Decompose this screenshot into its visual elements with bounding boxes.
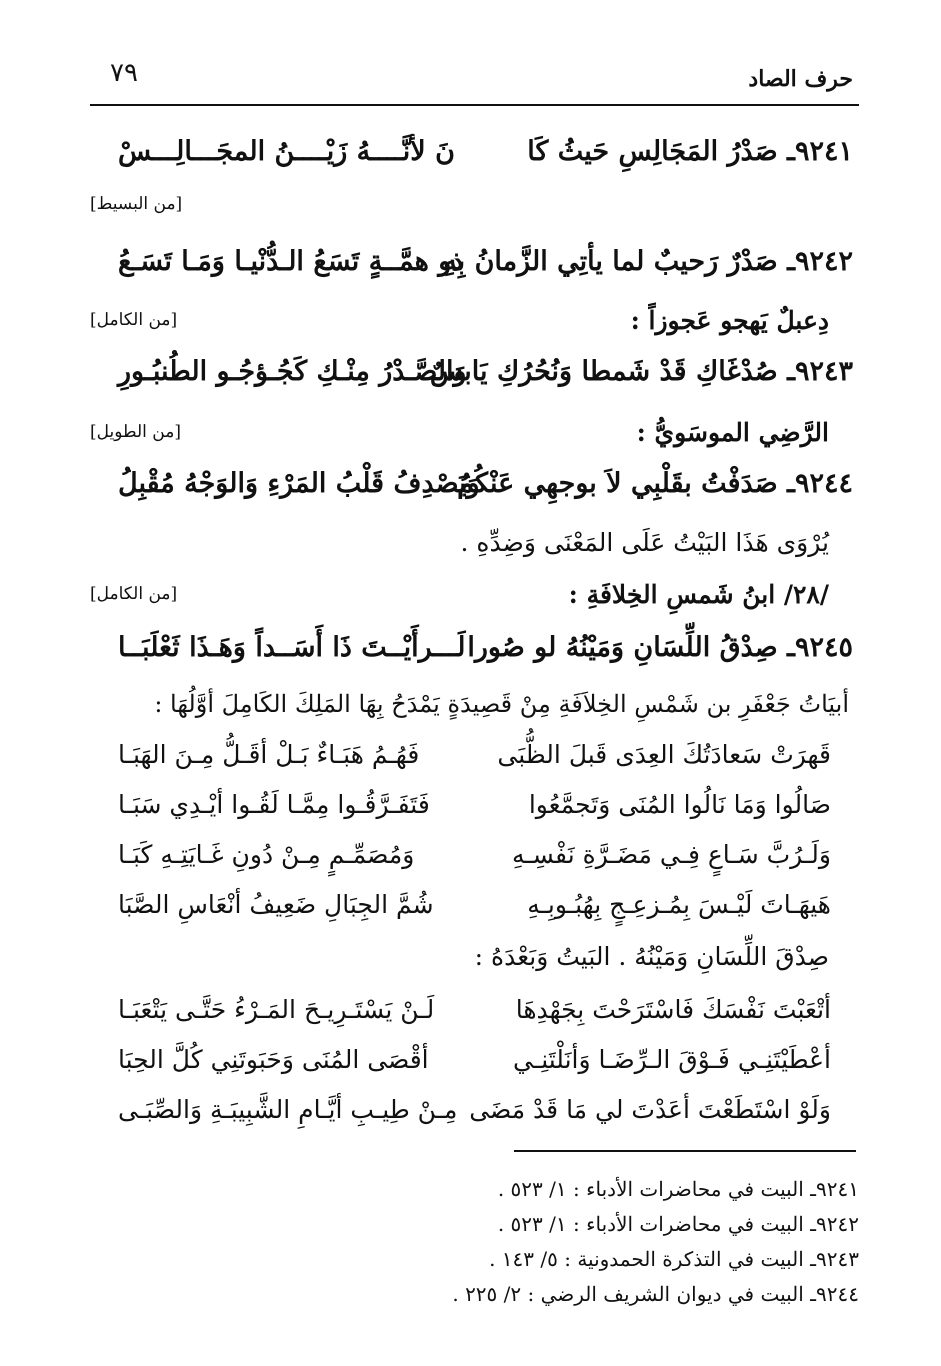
poem2-line-3-second: مِـنْ طِيـبِ أيَّـامِ الشَّبِيبَـةِ وَالصِّبَـى bbox=[118, 1095, 458, 1124]
riwaya-note: يُرْوَى هَذَا البَيْتُ عَلَى المَعْنَى وَضِدِّهِ . bbox=[460, 528, 829, 557]
verse-9241-first-hemistich: ٩٢٤١ـ صَدْرُ المَجَالِسِ حَيثُ كَا bbox=[527, 136, 853, 167]
verse-9245-second-hemistich: لَـــرأَيْــتَ ذَا أَسَــداً وَهَـذَا ثَعْلَبَــا bbox=[118, 632, 466, 663]
verse-9244-second-hemistich: وَيَصْدِفُ قَلْبُ المَرْءِ وَالوَجْهُ مُقْبِلُ bbox=[118, 468, 480, 499]
footnote-9244: ٩٢٤٤ـ البيت في ديوان الشريف الرضي : ٢/ ٢٢٥ . bbox=[452, 1282, 859, 1306]
verse-9245-first-hemistich: ٩٢٤٥ـ صِدْقُ اللِّسَانِ وَمَيْنُهُ لو صُورا bbox=[467, 632, 853, 663]
poem1-line-4-second: شُمَّ الجِبَالِ ضَعِيفُ أنْعَاسِ الصَّبَا bbox=[118, 890, 434, 919]
poem-intro-text: أبيَاتُ جَعْفَرِ بن شَمْسِ الخِلاَفَةِ مِنْ قَصِيدَةٍ يَمْدَحُ بِهَا المَلِكَ الكَامِلَ أوَّلُهَا : bbox=[154, 690, 849, 718]
after-poem-note: صِدْقَ اللِّسَانِ وَمَيْنُهُ . البَيتُ وَبَعْدَهُ : bbox=[474, 942, 829, 971]
footnote-9241: ٩٢٤١ـ البيت في محاضرات الأدباء : ١/ ٥٢٣ . bbox=[497, 1177, 859, 1201]
chapter-title: حرف الصاد bbox=[748, 66, 853, 92]
poem2-line-3-first: وَلَوْ اسْتَطَعْتَ أعَدْتَ لي مَا قَدْ مَضَى bbox=[469, 1095, 831, 1124]
poem2-line-2-second: أقْصَى المُنَى وَحَبَوتَنِي كُلَّ الحِبَا bbox=[118, 1045, 429, 1074]
poem2-line-2-first: أعْطَيْتَنِـي فَـوْقَ الـرِّضَـا وَأنَلْتَنِـي bbox=[513, 1045, 831, 1074]
page-number: ٧٩ bbox=[110, 58, 138, 88]
poem1-line-4-first: هَيهَـاتَ لَيْـسَ بِمُـزعِـجٍ بِهُبُـوبِـهِ bbox=[527, 890, 831, 919]
meter-label-kamil-2: [من الكامل] bbox=[90, 584, 178, 604]
poem2-line-1-first: أتْعَبْتَ نَفْسَكَ فَاسْتَرَحْتَ بِجَهْدِهَا bbox=[515, 995, 831, 1024]
poem1-line-2-second: فَتَفَـرَّقُـوا مِمَّـا لَقُـوا أيْـدِي سَبَـا bbox=[118, 790, 430, 819]
poem1-line-1-first: قَهرَتْ سَعادَتُكَ العِدَى قَبلَ الظُّبَى bbox=[497, 740, 831, 769]
meter-label-basit: [من البسيط] bbox=[90, 194, 183, 214]
header-rule bbox=[90, 104, 859, 106]
poem2-line-1-second: لَـنْ يَسْتَـرِيـحَ المَـرْءُ حَتَّـى يَتْعَبَـا bbox=[118, 995, 435, 1024]
poet-line-ibn-shams: /٢٨/ ابنُ شَمسِ الخِلافَةِ : bbox=[568, 580, 829, 609]
verse-9244-first-hemistich: ٩٢٤٤ـ صَدَفْتُ بقَلْبِي لاَ بوجهِي عَنْكُمُ bbox=[457, 468, 853, 499]
poet-line-radi: الرَّضِي الموسَويُّ : bbox=[636, 418, 829, 447]
verse-9243-second-hemistich: وَالصَّـدْرُ مِنْـكِ كَجُـؤجُـو الطُنبُـورِ bbox=[118, 356, 467, 387]
meter-label-kamil: [من الكامل] bbox=[90, 310, 178, 330]
poet-line-dibil: دِعبلٌ يَهجو عَجوزاً : bbox=[630, 306, 829, 335]
verse-9243-first-hemistich: ٩٢٤٣ـ صُدْغَاكِ قَدْ شَمطا وَنُحُرُكِ يَابسٌ bbox=[429, 356, 853, 387]
poem1-line-3-second: وَمُصَمِّـمٍ مِـنْ دُونِ غَـايَتِـهِ كَبَـا bbox=[118, 840, 415, 869]
footnote-rule bbox=[514, 1150, 856, 1152]
meter-label-tawil: [من الطويل] bbox=[90, 422, 181, 442]
footnote-9243: ٩٢٤٣ـ البيت في التذكرة الحمدونية : ٥/ ١٤٣ . bbox=[489, 1247, 859, 1271]
footnote-9242: ٩٢٤٢ـ البيت في محاضرات الأدباء : ١/ ٥٢٣ . bbox=[497, 1212, 859, 1236]
verse-9241-second-hemistich: نَ لأنَّــــهُ زَيْــــنُ المجَـــالِـــسْ bbox=[118, 136, 455, 167]
poem1-line-2-first: صَالُوا وَمَا نَالُوا المُنَى وَتَجمَّعُوا bbox=[528, 790, 831, 819]
poem1-line-1-second: فَهُـمُ هَبَـاءٌ بَـلْ أقَـلُّ مِـنَ الهَبَـا bbox=[118, 740, 420, 769]
verse-9242-first-hemistich: ٩٢٤٢ـ صَدْرٌ رَحيبٌ لما يأتِي الزَّمانُ بِهِ bbox=[443, 246, 853, 277]
verse-9242-second-hemistich: ذو همَّــةٍ تَسَعُ الـدُّنْيـا وَمَـا تَسَـعُ bbox=[118, 246, 464, 277]
poem1-line-3-first: وَلَـرُبَّ سَـاعٍ فِـي مَضَـرَّةِ نَفْسِـهِ bbox=[512, 840, 831, 869]
